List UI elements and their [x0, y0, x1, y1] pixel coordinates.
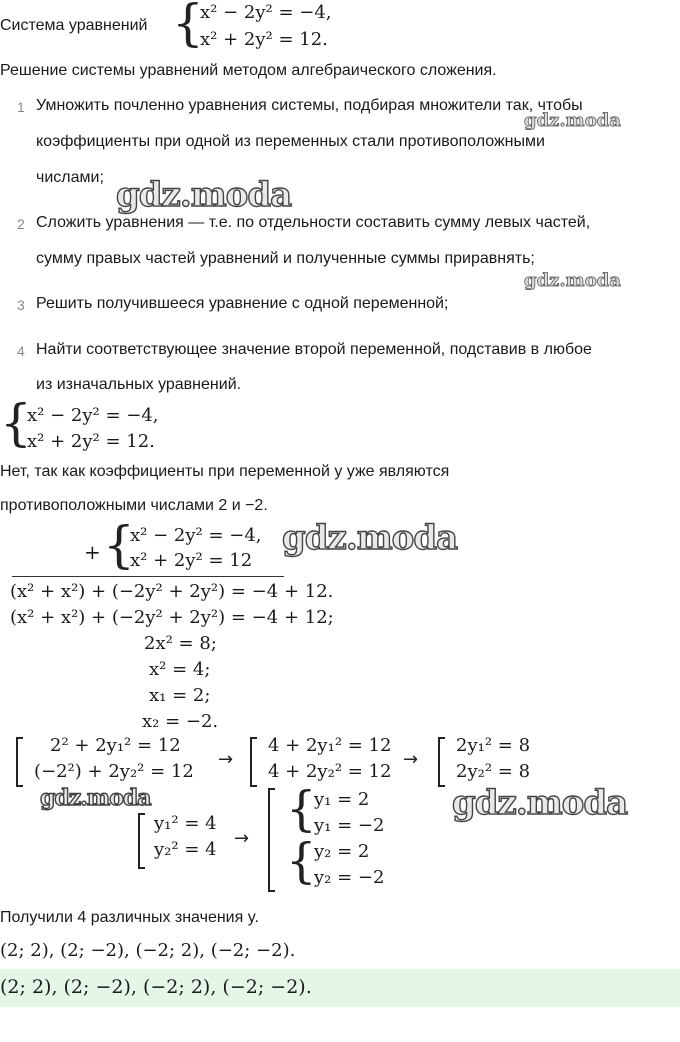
subst-e3: y₂ = 2 [314, 841, 370, 862]
watermark: gdz.moda [452, 783, 628, 823]
watermark: gdz.moda [116, 175, 292, 215]
subst-c2: 2y₂² = 8 [456, 761, 531, 782]
system-brace: { [0, 394, 32, 452]
step-line: Сложить уравнения — т.е. по отдельности составить сумму левых частей, [36, 214, 591, 231]
watermark: gdz.moda [40, 785, 151, 811]
step-number: 2 [17, 216, 25, 232]
answer-box [0, 969, 680, 1007]
addition-eq2: x² + 2y² = 12 [130, 550, 253, 571]
subst-a1: 2² + 2y₁² = 12 [50, 735, 181, 756]
arrow-icon: → [218, 749, 234, 770]
system-brace: { [286, 833, 317, 889]
sum-line-2: (x² + x²) + (−2y² + 2y²) = −4 + 12; [10, 607, 334, 628]
subst-a2: (−2²) + 2y₂² = 12 [34, 761, 194, 782]
system-label: Система уравнений [0, 17, 148, 34]
set-bracket [438, 737, 445, 787]
result-text: Получили 4 различных значения y. [0, 909, 259, 926]
pairs-line: (2; 2), (2; −2), (−2; 2), (−2; −2). [0, 940, 296, 961]
step-line: Найти соответствующее значение второй переменной, подставив в любое [36, 341, 592, 358]
subst-e2: y₁ = −2 [314, 815, 385, 836]
solve-step: 2x² = 8; [144, 633, 217, 654]
step-line: числами; [36, 169, 104, 186]
system2-eq1: x² − 2y² = −4, [27, 405, 159, 426]
answer-text: (2; 2), (2; −2), (−2; 2), (−2; −2). [0, 976, 312, 998]
step-line: коэффициенты при одной из переменных стали противоположными [36, 133, 545, 150]
method-title: Решение системы уравнений методом алгебраического сложения. [0, 62, 497, 79]
set-bracket [268, 788, 275, 892]
note-line: противоположными числами 2 и −2. [0, 497, 268, 514]
subst-d2: y₂² = 4 [154, 839, 217, 860]
step-number: 1 [17, 99, 25, 115]
arrow-icon: → [403, 749, 419, 770]
system-brace: { [172, 0, 204, 52]
subst-b2: 4 + 2y₂² = 12 [268, 761, 392, 782]
subst-e1: y₁ = 2 [314, 789, 370, 810]
step-line: Умножить почленно уравнения системы, подбирая множители так, чтобы [36, 97, 583, 114]
header-eq2: x² + 2y² = 12. [200, 29, 328, 50]
system2-eq2: x² + 2y² = 12. [27, 431, 155, 452]
step-number: 4 [17, 343, 25, 359]
plus-sign: + [84, 540, 101, 564]
step-number: 3 [17, 297, 25, 313]
solve-step: x₂ = −2. [142, 711, 219, 732]
arrow-icon: → [234, 828, 250, 849]
watermark: gdz.moda [524, 270, 621, 291]
step-line: Решить получившееся уравнение с одной переменной; [36, 295, 449, 312]
sum-line-1: (x² + x²) + (−2y² + 2y²) = −4 + 12. [10, 581, 334, 602]
header-eq1: x² − 2y² = −4, [200, 2, 332, 23]
solve-step: x₁ = 2; [149, 685, 211, 706]
watermark: gdz.moda [524, 110, 621, 131]
sum-line [12, 576, 284, 577]
set-bracket [16, 737, 23, 787]
solve-step: x² = 4; [149, 659, 211, 680]
system-brace: { [103, 516, 135, 574]
subst-c1: 2y₁² = 8 [456, 735, 531, 756]
set-bracket [250, 737, 257, 787]
addition-eq1: x² − 2y² = −4, [130, 525, 262, 546]
subst-b1: 4 + 2y₁² = 12 [268, 735, 392, 756]
subst-e4: y₂ = −2 [314, 867, 385, 888]
system-brace: { [286, 781, 317, 837]
step-line: из изначальных уравнений. [36, 376, 242, 393]
watermark: gdz.moda [282, 518, 458, 558]
step-line: сумму правых частей уравнений и полученные суммы приравнять; [36, 250, 535, 267]
subst-d1: y₁² = 4 [154, 813, 217, 834]
note-line: Нет, так как коэффициенты при переменной y уже являются [0, 463, 450, 480]
set-bracket [138, 813, 145, 869]
